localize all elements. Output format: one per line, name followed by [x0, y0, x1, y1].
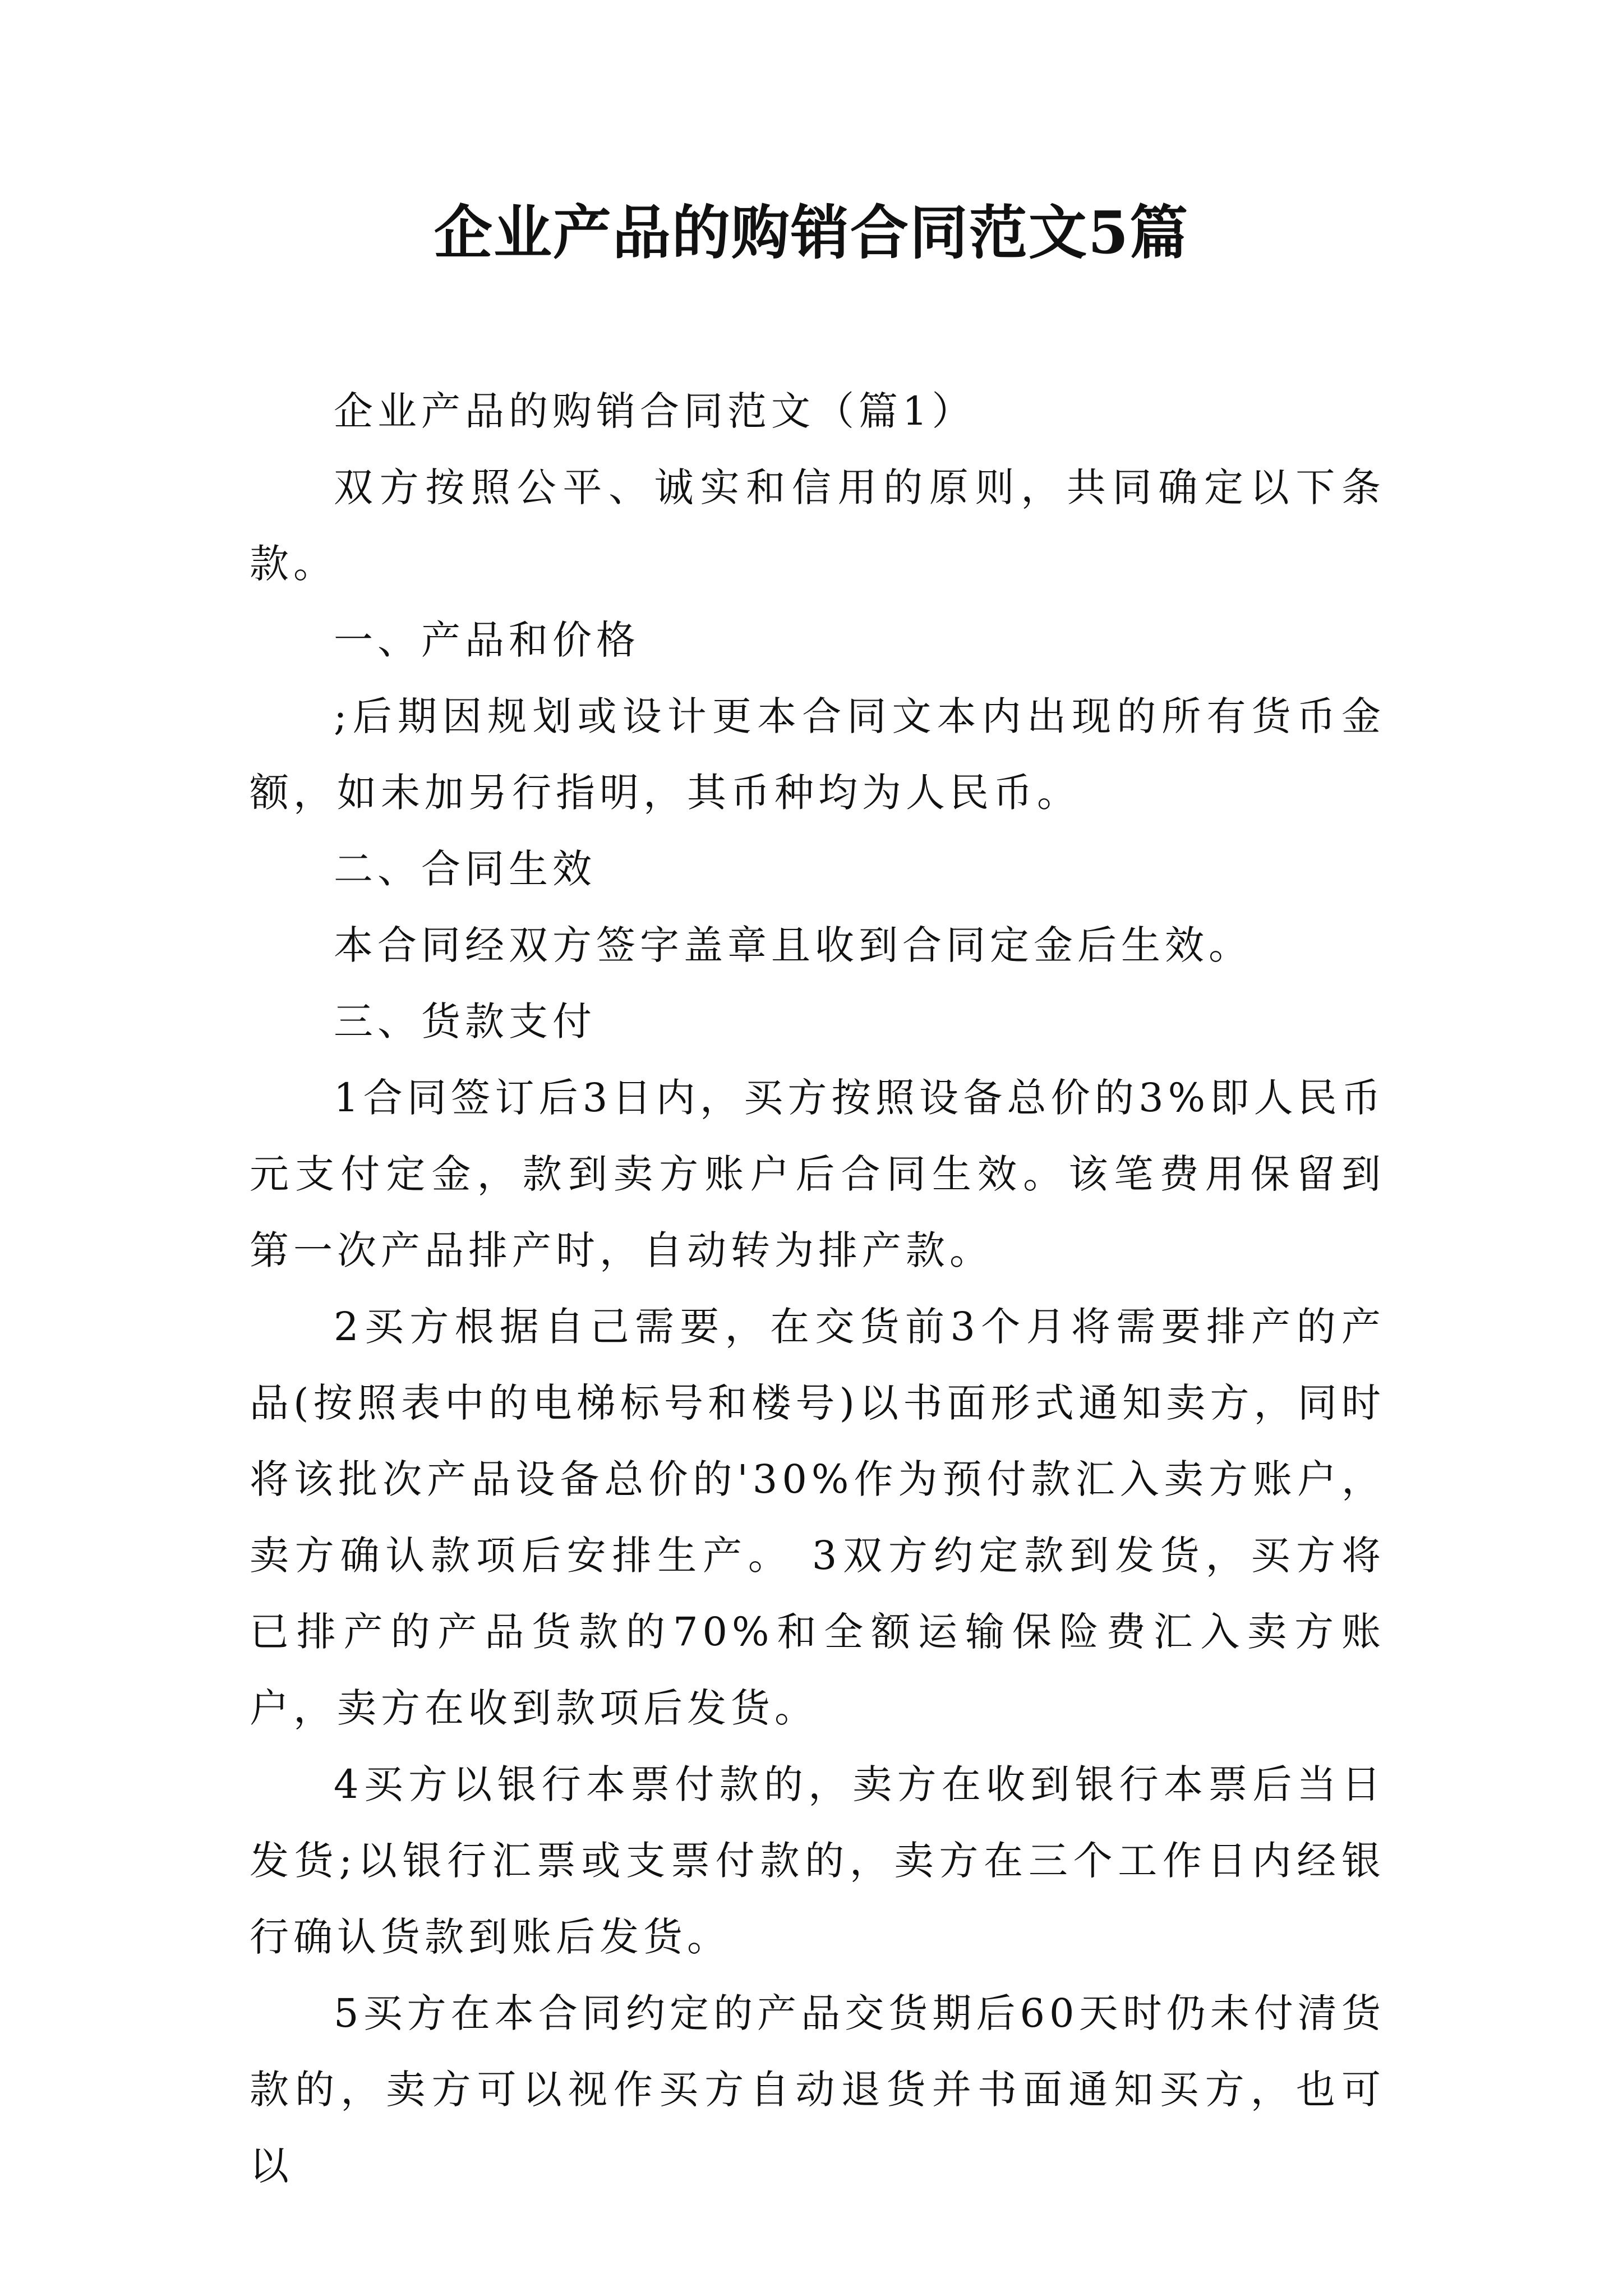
paragraph: 1合同签订后3日内，买方按照设备总价的3%即人民币元支付定金，款到卖方账户后合同生效。该笔费用保留到第一次产品排产时，自动转为排产款。	[250, 1075, 1385, 1273]
document-title: 企业产品的购销合同范文5篇	[434, 198, 1189, 267]
section-heading: 企业产品的购销合同范文（篇1）	[334, 388, 976, 434]
paragraph: 本合同经双方签字盖章且收到合同定金后生效。	[334, 922, 1252, 968]
paragraph: ;后期因规划或设计更本合同文本内出现的所有货币金额，如未加另行指明，其币种均为人民币。	[250, 693, 1385, 816]
clause-heading: 三、货款支付	[334, 999, 596, 1045]
paragraph: 4买方以银行本票付款的，卖方在收到银行本票后当日发货;以银行汇票或支票付款的，卖方在三个工作日内经银行确认货款到账后发货。	[250, 1761, 1385, 1960]
paragraph: 2买方根据自己需要，在交货前3个月将需要排产的产品(按照表中的电梯标号和楼号)以书面形式通知卖方，同时将该批次产品设备总价的'30%作为预付款汇入卖方账户，卖方确认款项后安排生产。 3双方约定款到发货，买方将已排产的产品货款的70%和全额运输保险费汇入卖方账户，卖方在收到款项后发货。	[250, 1304, 1385, 1731]
paragraph: 双方按照公平、诚实和信用的原则，共同确定以下条款。	[250, 464, 1385, 587]
clause-heading: 二、合同生效	[334, 846, 596, 892]
paragraph: 5买方在本合同约定的产品交货期后60天时仍未付清货款的，卖方可以视作买方自动退货并书面通知买方，也可以	[250, 1990, 1385, 2189]
clause-heading: 一、产品和价格	[334, 617, 640, 663]
document-body	[250, 373, 1385, 2204]
